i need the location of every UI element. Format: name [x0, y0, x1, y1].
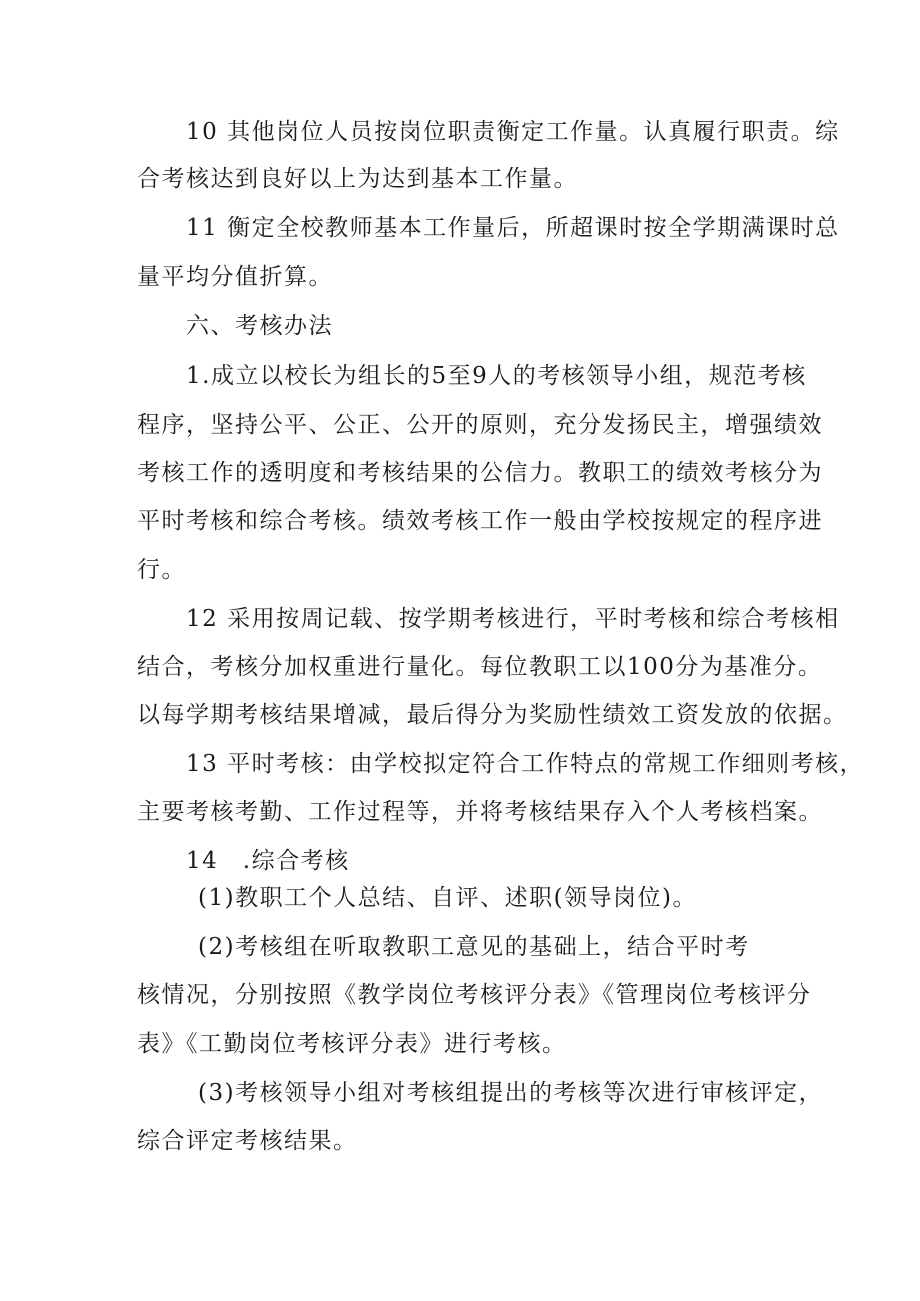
text-line: 12 采用按周记载、按学期考核进行，平时考核和综合考核相	[186, 606, 840, 632]
text-line: 13 平时考核：由学校拟定符合工作特点的常规工作细则考核，	[186, 751, 865, 777]
text-line: 以每学期考核结果增减，最后得分为奖励性绩效工资发放的依据。	[137, 702, 848, 728]
text-line: 考核工作的透明度和考核结果的公信力。教职工的绩效考核分为	[137, 460, 823, 486]
text-line: 程序，坚持公平、公正、公开的原则，充分发扬民主，增强绩效	[137, 412, 823, 438]
text-line: 量平均分值折算。	[137, 264, 333, 290]
text-line: 核情况，分别按照《教学岗位考核评分表》《管理岗位考核评分	[137, 982, 812, 1008]
text-line: 10 其他岗位人员按岗位职责衡定工作量。认真履行职责。综	[186, 119, 840, 145]
text-line: 综合评定考核结果。	[137, 1128, 358, 1154]
text-line: 11 衡定全校教师基本工作量后，所超课时按全学期满课时总	[186, 215, 840, 241]
text-line: 平时考核和综合考核。绩效考核工作一般由学校按规定的程序进	[137, 508, 823, 534]
text-line: 合考核达到良好以上为达到基本工作量。	[137, 166, 578, 192]
text-line: (2)考核组在听取教职工意见的基础上，结合平时考	[198, 934, 750, 960]
text-line: 主要考核考勤、工作过程等，并将考核结果存入个人考核档案。	[137, 799, 823, 825]
text-line: (1)教职工个人总结、自评、述职(领导岗位)。	[198, 885, 698, 911]
text-line: 1.成立以校长为组长的5至9人的考核领导小组，规范考核	[186, 363, 807, 389]
section-heading: 六、考核办法	[186, 313, 333, 339]
text-line: 结合，考核分加权重进行量化。每位教职工以100分为基准分。	[137, 654, 823, 680]
text-line: 14 .综合考核	[186, 848, 350, 874]
text-line: (3)考核领导小组对考核组提出的考核等次进行审核评定，	[198, 1080, 824, 1106]
text-line: 行。	[137, 557, 186, 583]
text-line: 表》《工勤岗位考核评分表》进行考核。	[137, 1031, 567, 1057]
